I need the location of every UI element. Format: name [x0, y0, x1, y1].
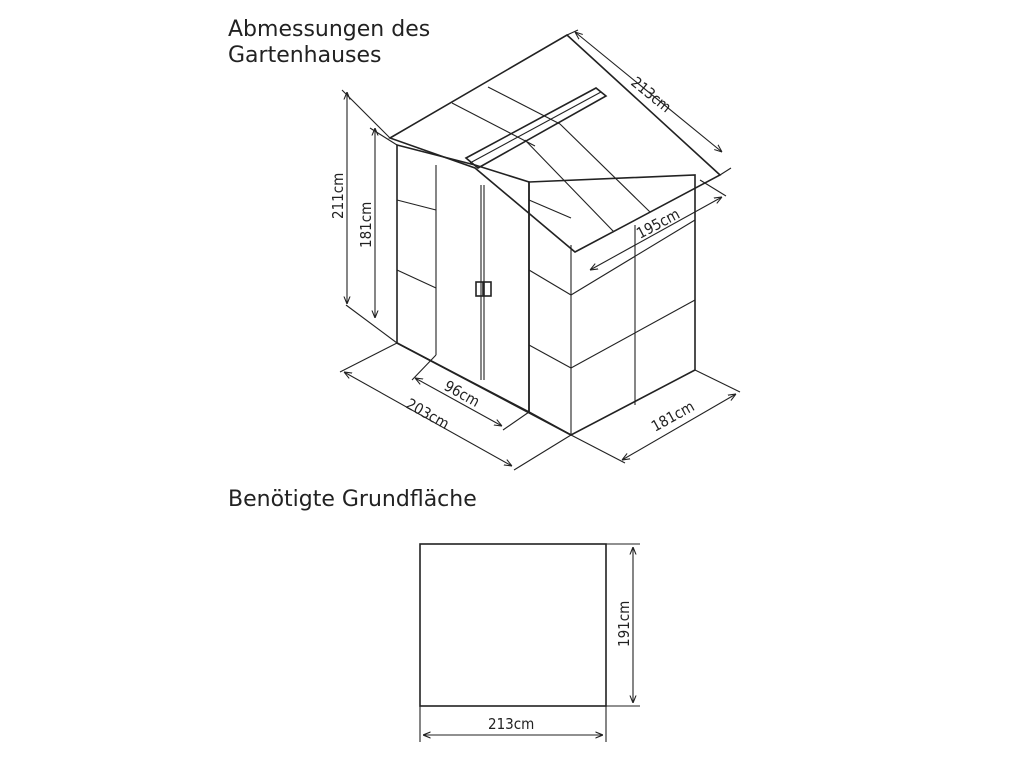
dim-front-width: [340, 343, 571, 470]
footprint-drawing: [420, 544, 640, 742]
shed-front-wall: [397, 145, 529, 412]
shed-drawing: [390, 35, 720, 435]
dim-wall-height: [357, 128, 397, 318]
roof-length-label: 213cm: [627, 73, 675, 117]
wall-height-label: 181cm: [357, 201, 375, 248]
roof-width-label: 195cm: [633, 204, 683, 243]
shed-dimensions-heading: Abmessungen des Gartenhauses: [228, 17, 431, 68]
dim-roof-length: [567, 30, 731, 175]
dim-side-depth: [571, 370, 740, 463]
footprint-height-label: 191cm: [615, 600, 633, 647]
roof-ridge-cap: [466, 88, 606, 168]
total-height-label: 211cm: [329, 172, 347, 219]
front-width-label: 203cm: [403, 394, 453, 433]
door-width-label: 96cm: [441, 376, 483, 411]
dim-roof-width: [590, 180, 726, 270]
footprint-rectangle: [420, 544, 606, 706]
footprint-width-label: 213cm: [488, 715, 535, 733]
side-depth-label: 181cm: [648, 397, 698, 436]
footprint-heading: Benötigte Grundfläche: [228, 487, 477, 512]
door-handle-icon: [476, 282, 483, 296]
